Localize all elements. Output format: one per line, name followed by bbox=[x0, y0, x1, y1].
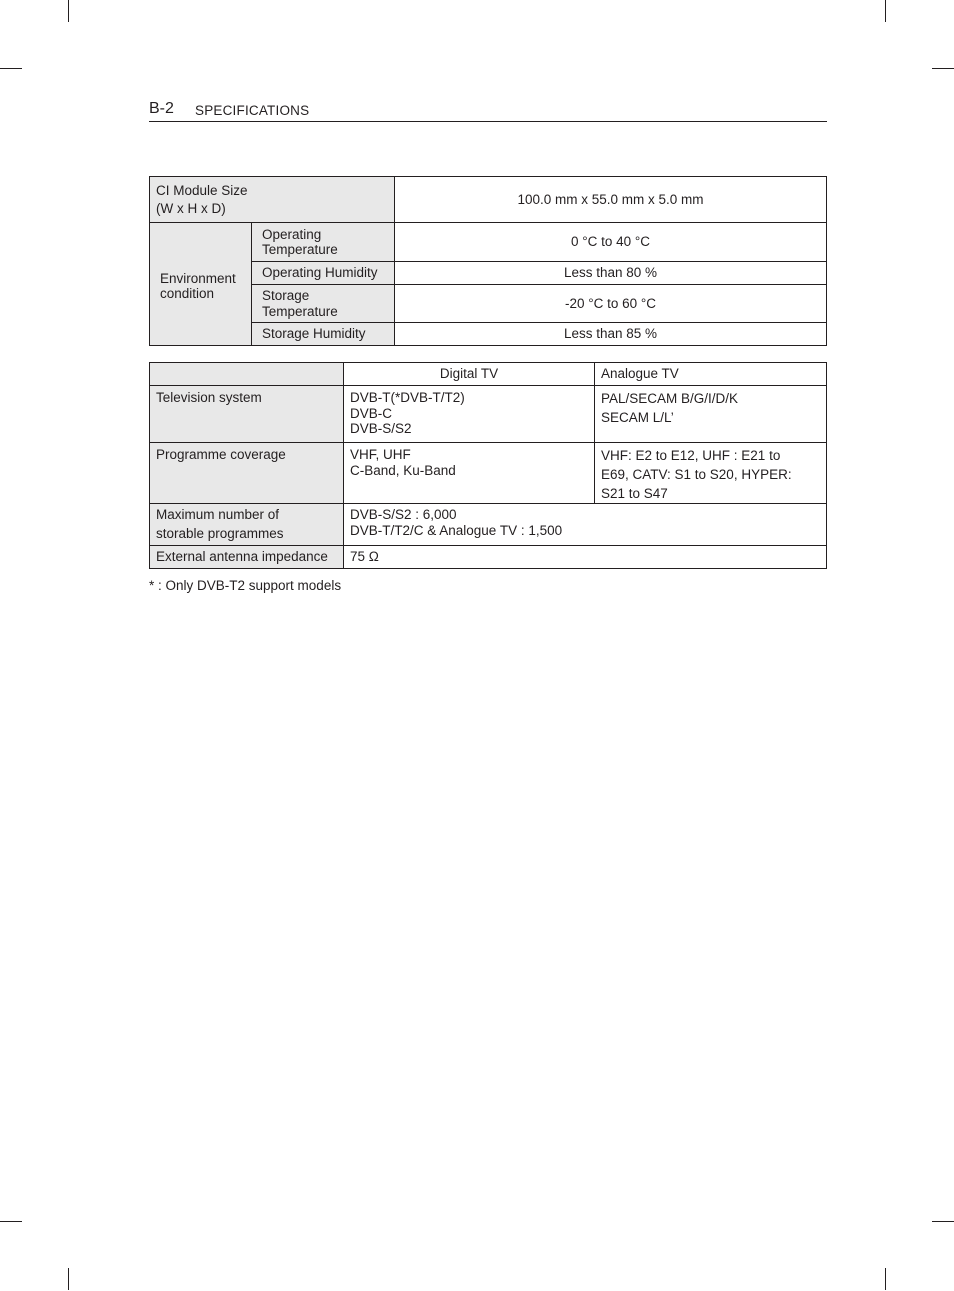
footnote: * : Only DVB-T2 support models bbox=[149, 578, 342, 593]
coverage-label: Programme coverage bbox=[150, 443, 344, 504]
table-row bbox=[150, 504, 827, 546]
storage-humidity-label: Storage Humidity bbox=[252, 323, 395, 346]
antenna-impedance-label: External antenna impedance bbox=[150, 546, 344, 569]
table-row bbox=[150, 285, 827, 323]
coverage-analogue: VHF: E2 to E12, UHF : E21 to E69, CATV: S1 to S20, HYPER: S21 to S47 bbox=[595, 443, 827, 504]
table-row bbox=[150, 223, 827, 262]
storage-temperature-label: Storage Temperature bbox=[252, 285, 395, 323]
crop-mark bbox=[885, 1268, 886, 1290]
coverage-digital: VHF, UHF C-Band, Ku-Band bbox=[344, 443, 595, 504]
table-row bbox=[150, 443, 827, 504]
tv-system-analogue: PAL/SECAM B/G/I/D/K SECAM L/L’ bbox=[595, 386, 827, 443]
max-programmes-value: DVB-S/S2 : 6,000 DVB-T/T2/C & Analogue TV : 1,500 bbox=[344, 504, 827, 546]
crop-mark bbox=[932, 1221, 954, 1222]
table-row bbox=[150, 386, 827, 443]
crop-mark bbox=[932, 68, 954, 69]
antenna-impedance-value: 75 Ω bbox=[344, 546, 827, 569]
table-row bbox=[150, 262, 827, 285]
column-header-analogue: Analogue TV bbox=[595, 363, 827, 386]
ci-size-label: CI Module Size (W x H x D) bbox=[150, 177, 395, 223]
operating-humidity-label: Operating Humidity bbox=[252, 262, 395, 285]
ci-module-spec-table bbox=[149, 176, 827, 346]
table-row bbox=[150, 546, 827, 569]
page-header bbox=[149, 99, 827, 122]
table-row bbox=[150, 177, 827, 223]
ci-size-value: 100.0 mm x 55.0 mm x 5.0 mm bbox=[395, 177, 827, 223]
environment-label: Environment condition bbox=[150, 223, 252, 346]
storage-temperature-value: -20 °C to 60 °C bbox=[395, 285, 827, 323]
tv-system-label: Television system bbox=[150, 386, 344, 443]
crop-mark bbox=[0, 1221, 22, 1222]
operating-humidity-value: Less than 80 % bbox=[395, 262, 827, 285]
table-row bbox=[150, 323, 827, 346]
crop-mark bbox=[68, 0, 69, 22]
section-title: SPECIFICATIONS bbox=[195, 103, 310, 118]
header-empty-cell bbox=[150, 363, 344, 386]
tv-spec-table bbox=[149, 362, 827, 569]
table-row bbox=[150, 363, 827, 386]
tv-system-digital: DVB-T(*DVB-T/T2) DVB-C DVB-S/S2 bbox=[344, 386, 595, 443]
crop-mark bbox=[885, 0, 886, 22]
crop-mark bbox=[0, 68, 22, 69]
crop-mark bbox=[68, 1268, 69, 1290]
storage-humidity-value: Less than 85 % bbox=[395, 323, 827, 346]
column-header-digital: Digital TV bbox=[344, 363, 595, 386]
operating-temperature-label: Operating Temperature bbox=[252, 223, 395, 262]
operating-temperature-value: 0 °C to 40 °C bbox=[395, 223, 827, 262]
max-programmes-label: Maximum number of storable programmes bbox=[150, 504, 344, 546]
page-number: B-2 bbox=[149, 100, 174, 117]
